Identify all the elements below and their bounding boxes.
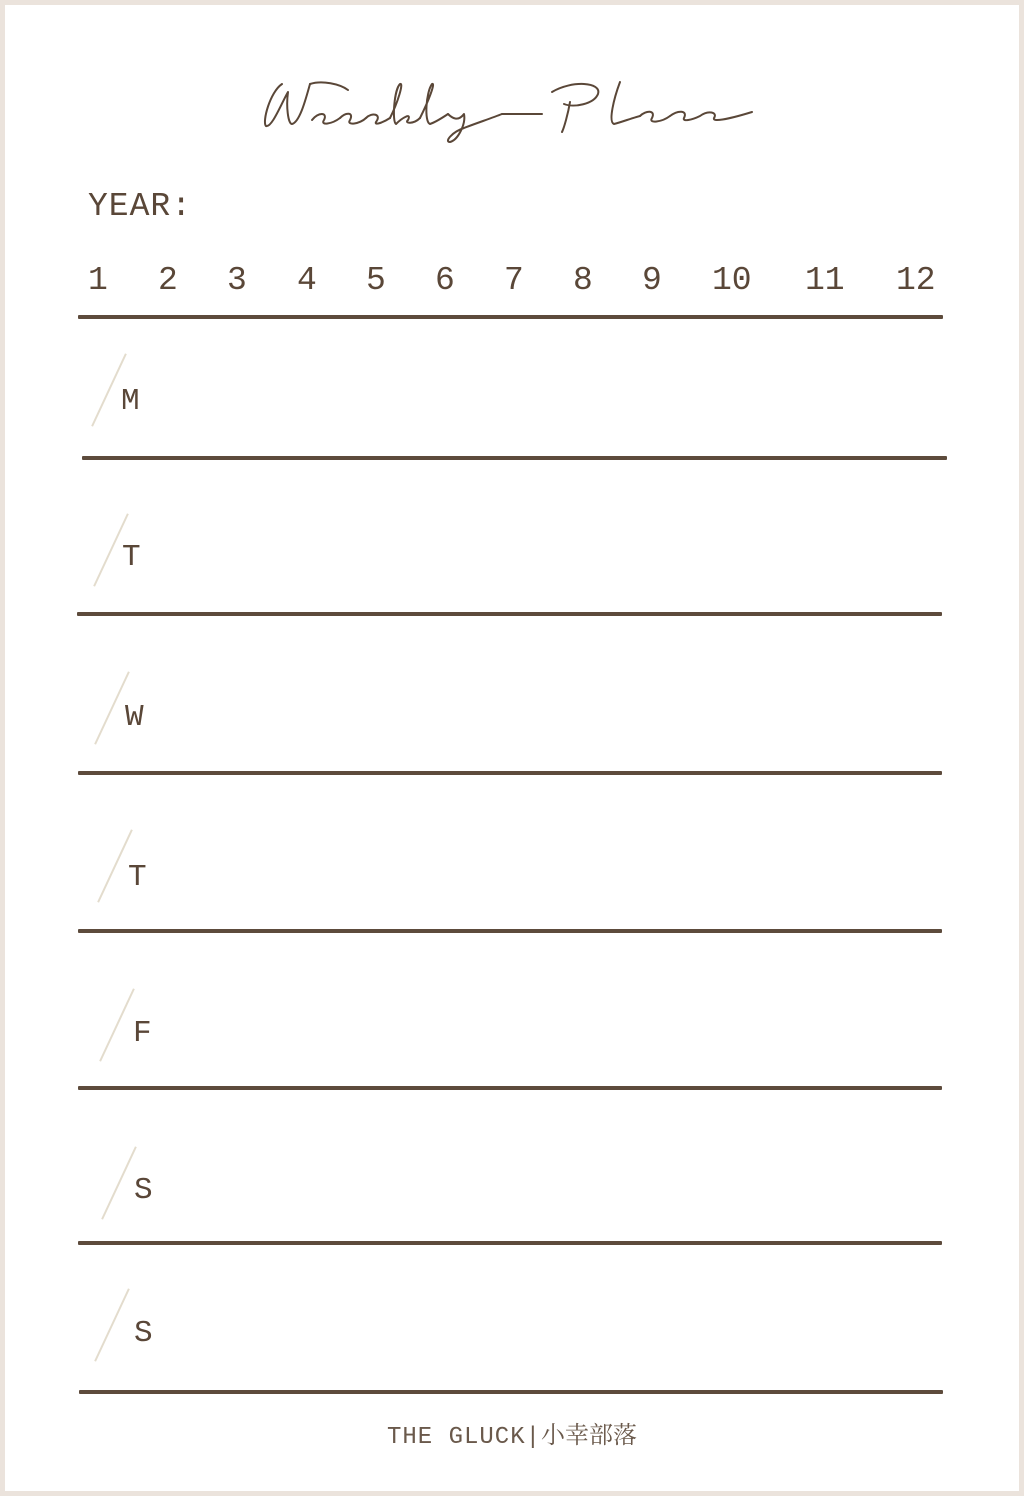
day-label-thursday: T (128, 860, 147, 895)
footer-brand-name: THE GLUCK (386, 1424, 526, 1451)
month-number: 5 (366, 262, 386, 299)
month-number: 9 (642, 262, 662, 299)
day-label-saturday: S (134, 1173, 153, 1208)
header-rule (78, 315, 943, 319)
month-number: 7 (504, 262, 524, 299)
day-label-monday: M (121, 384, 140, 419)
month-number: 11 (805, 262, 845, 299)
month-number: 8 (573, 262, 593, 299)
month-number: 10 (712, 262, 752, 299)
day-label-wednesday: W (125, 700, 144, 735)
day-divider-rule (78, 1241, 942, 1245)
day-divider-rule (78, 929, 942, 933)
day-label-tuesday: T (122, 540, 141, 575)
year-label: YEAR: (88, 188, 193, 225)
month-number: 3 (227, 262, 247, 299)
footer-separator: | (525, 1424, 542, 1451)
day-divider-rule (78, 1086, 942, 1090)
day-divider-rule (82, 456, 947, 460)
month-number: 1 (88, 262, 108, 299)
day-divider-rule (78, 771, 942, 775)
day-label-sunday: S (134, 1316, 153, 1351)
day-label-friday: F (133, 1016, 152, 1051)
month-number: 2 (158, 262, 178, 299)
month-number: 4 (297, 262, 317, 299)
month-row (0, 262, 1024, 312)
month-number: 12 (896, 262, 936, 299)
month-number: 6 (435, 262, 455, 299)
day-divider-rule (77, 612, 942, 616)
page-title (0, 62, 1024, 152)
footer-brand-chinese: 小幸部落 (541, 1421, 638, 1449)
footer-brand (0, 1415, 1024, 1451)
title-script-logo (252, 62, 772, 152)
day-divider-rule (79, 1390, 943, 1394)
